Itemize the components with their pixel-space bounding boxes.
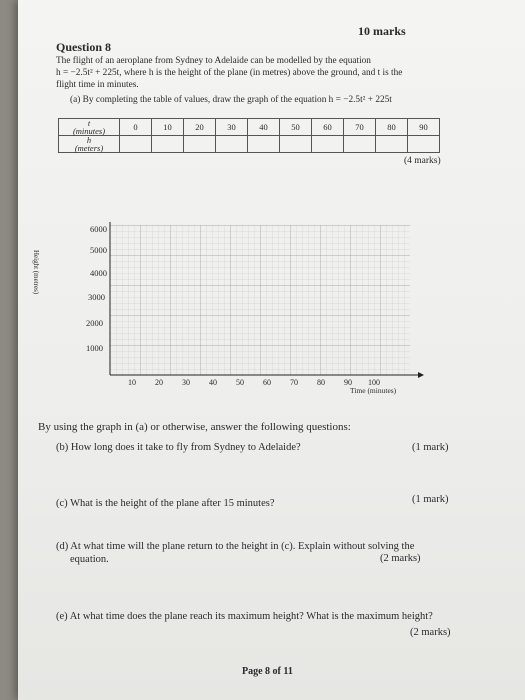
questions-lead: By using the graph in (a) or otherwise, answer the following questions:	[38, 421, 351, 433]
question-c-marks: (1 mark)	[412, 494, 449, 505]
y-tick: 4000	[90, 268, 107, 278]
t-cell: 10	[152, 119, 184, 136]
x-tick: 90	[344, 378, 352, 387]
h-unit: (meters)	[74, 143, 104, 153]
y-tick: 3000	[88, 292, 105, 302]
x-tick: 10	[128, 378, 136, 387]
intro-line-3: flight time in minutes.	[56, 80, 139, 90]
t-cell: 40	[248, 119, 280, 136]
x-tick: 30	[182, 378, 190, 387]
t-cell: 20	[184, 119, 216, 136]
x-tick: 50	[236, 378, 244, 387]
h-var: h	[86, 135, 92, 145]
x-tick: 40	[209, 378, 217, 387]
grid-area	[110, 225, 410, 375]
page-number: Page 8 of 11	[242, 666, 293, 677]
t-cell: 30	[216, 119, 248, 136]
y-tick: 1000	[86, 343, 103, 353]
x-tick: 80	[317, 378, 325, 387]
y-tick: 2000	[86, 318, 103, 328]
t-unit: (minutes)	[72, 126, 106, 136]
question-d-marks: (2 marks)	[380, 553, 421, 564]
x-axis-arrow	[418, 372, 424, 378]
t-cell: 0	[120, 119, 152, 136]
y-tick: 6000	[90, 224, 107, 234]
intro-line-1: The flight of an aeroplane from Sydney to Adelaide can be modelled by the equation	[56, 56, 371, 66]
t-cell: 80	[376, 119, 408, 136]
question-c: (c) What is the height of the plane after 15 minutes?	[56, 498, 275, 509]
part-a-marks: (4 marks)	[404, 156, 441, 166]
part-a-instruction: (a) By completing the table of values, draw the graph of the equation h = −2.5t² + 225t	[70, 95, 392, 105]
x-tick: 20	[155, 378, 163, 387]
x-tick: 60	[263, 378, 271, 387]
question-e-marks: (2 marks)	[410, 627, 451, 638]
question-d-line-1: (d) At what time will the plane return to the height in (c). Explain without solving the	[56, 541, 415, 552]
y-axis-label: Height (metres)	[32, 250, 40, 295]
x-tick: 70	[290, 378, 298, 387]
t-cell: 70	[344, 119, 376, 136]
question-e: (e) At what time does the plane reach its maximum height? What is the maximum height?	[56, 611, 433, 622]
question-b: (b) How long does it take to fly from Sydney to Adelaide?	[56, 442, 301, 453]
question-d-line-2: equation.	[70, 554, 109, 565]
x-axis-label: Time (minutes)	[350, 386, 397, 395]
y-tick: 5000	[90, 245, 107, 255]
t-cell: 90	[408, 119, 440, 136]
x-tick: 100	[368, 378, 380, 387]
total-marks: 10 marks	[358, 24, 406, 38]
intro-line-2: h = −2.5t² + 225t, where h is the height of the plane (in metres) above the ground, and t is the	[56, 68, 403, 78]
t-cell: 60	[312, 119, 344, 136]
t-cell: 50	[280, 119, 312, 136]
question-b-marks: (1 mark)	[412, 442, 449, 453]
t-var: t	[87, 118, 91, 128]
question-title: Question 8	[56, 40, 112, 54]
